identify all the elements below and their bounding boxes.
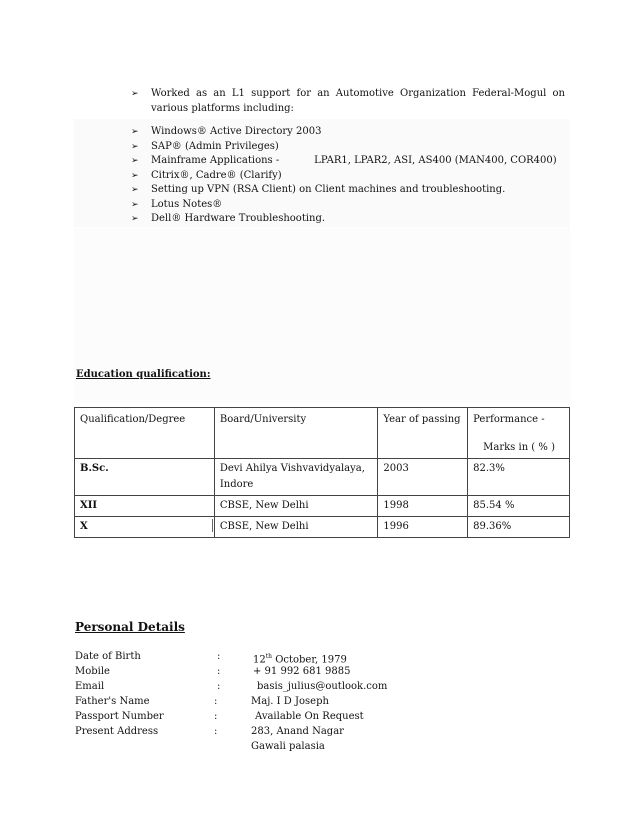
marks-cell: 89.36% [468, 517, 570, 538]
detail-row [75, 739, 415, 754]
detail-value: 283, Anand Nagar [251, 726, 344, 737]
education-table [74, 407, 570, 538]
detail-label: Passport Number [75, 711, 164, 722]
board-line: Indore [219, 479, 254, 490]
board-cell: CBSE, New Delhi [214, 496, 378, 517]
detail-colon: : [217, 681, 221, 692]
header-board: Board/University [214, 408, 378, 459]
detail-row [75, 694, 415, 709]
experience-item: Citrix®, Cadre® (Clarify) [151, 169, 282, 181]
table-header-row [75, 408, 570, 459]
detail-value: basis_julius@outlook.com [257, 681, 388, 692]
board-cell [214, 459, 378, 496]
marks-cell: 82.3% [468, 459, 570, 496]
education-heading: Education qualification: [76, 369, 211, 380]
list-item [131, 212, 565, 227]
list-item [131, 169, 565, 184]
header-performance-label: Performance - [473, 414, 545, 425]
detail-colon: : [217, 651, 221, 662]
detail-row [75, 679, 415, 694]
experience-item: Dell® Hardware Troubleshooting. [151, 213, 326, 224]
experience-item: Setting up VPN (RSA Client) on Client machines and troubleshooting. [151, 184, 506, 195]
personal-details-heading: Personal Details [75, 620, 185, 634]
detail-colon: : [217, 666, 221, 677]
header-qualification: Qualification/Degree [75, 408, 215, 459]
detail-label: Father's Name [75, 696, 150, 707]
dob-rest: October, 1979 [272, 654, 347, 666]
detail-value: Gawali palasia [251, 741, 325, 752]
detail-label: Date of Birth [75, 651, 141, 662]
detail-row [75, 709, 415, 724]
table-stub-line [212, 519, 213, 532]
detail-row [75, 724, 415, 739]
detail-label: Present Address [75, 726, 159, 737]
year-cell: 2003 [378, 459, 468, 496]
list-item [131, 125, 565, 140]
arrow-bullet-icon: ➢ [131, 214, 139, 224]
list-item [131, 183, 565, 198]
arrow-bullet-icon: ➢ [131, 89, 139, 99]
experience-item: Mainframe Applications - LPAR1, LPAR2, ASI, AS400 (MAN400, COR400) [151, 155, 557, 166]
detail-row [75, 649, 415, 664]
arrow-bullet-icon: ➢ [131, 185, 139, 195]
detail-label: Email [75, 681, 105, 692]
detail-value: Maj. I D Joseph [251, 696, 329, 707]
dob-suffix: th [265, 653, 273, 660]
experience-item: SAP® (Admin Privileges) [151, 140, 279, 152]
dob-day: 12 [253, 654, 266, 666]
table-row [75, 517, 570, 538]
degree-cell: B.Sc. [75, 459, 215, 496]
arrow-bullet-icon: ➢ [131, 199, 139, 210]
header-marks-label: Marks in ( % ) [483, 442, 555, 453]
list-item [131, 140, 565, 155]
arrow-bullet-icon: ➢ [131, 127, 139, 137]
arrow-bullet-icon: ➢ [131, 141, 139, 152]
degree-cell: X [75, 517, 215, 538]
detail-value: + 91 992 681 9885 [253, 666, 351, 677]
experience-intro: Worked as an L1 support for an Automotive Organization Federal-Mogul on various platforms including: [151, 88, 565, 114]
arrow-bullet-icon: ➢ [131, 156, 139, 166]
list-item [131, 198, 565, 213]
header-year: Year of passing [378, 408, 468, 459]
personal-details [75, 649, 415, 754]
marks-cell: 85.54 % [468, 496, 570, 517]
table-row [75, 459, 570, 496]
detail-value: Available On Request [255, 711, 364, 722]
list-item [131, 154, 565, 169]
detail-colon: : [214, 711, 218, 722]
experience-item: Lotus Notes® [151, 198, 223, 210]
experience-item: Windows® Active Directory 2003 [151, 126, 322, 137]
list-item [131, 87, 565, 116]
arrow-bullet-icon: ➢ [131, 170, 139, 181]
board-line: Devi Ahilya Vishvavidyalaya, [219, 463, 365, 474]
degree-cell: XII [75, 496, 215, 517]
detail-colon: : [214, 726, 218, 737]
header-performance [468, 408, 570, 459]
board-cell: CBSE, New Delhi [214, 517, 378, 538]
detail-row [75, 664, 415, 679]
experience-list [131, 87, 565, 227]
detail-colon: : [214, 696, 218, 707]
year-cell: 1996 [378, 517, 468, 538]
table-row [75, 496, 570, 517]
detail-label: Mobile [75, 666, 110, 677]
year-cell: 1998 [378, 496, 468, 517]
